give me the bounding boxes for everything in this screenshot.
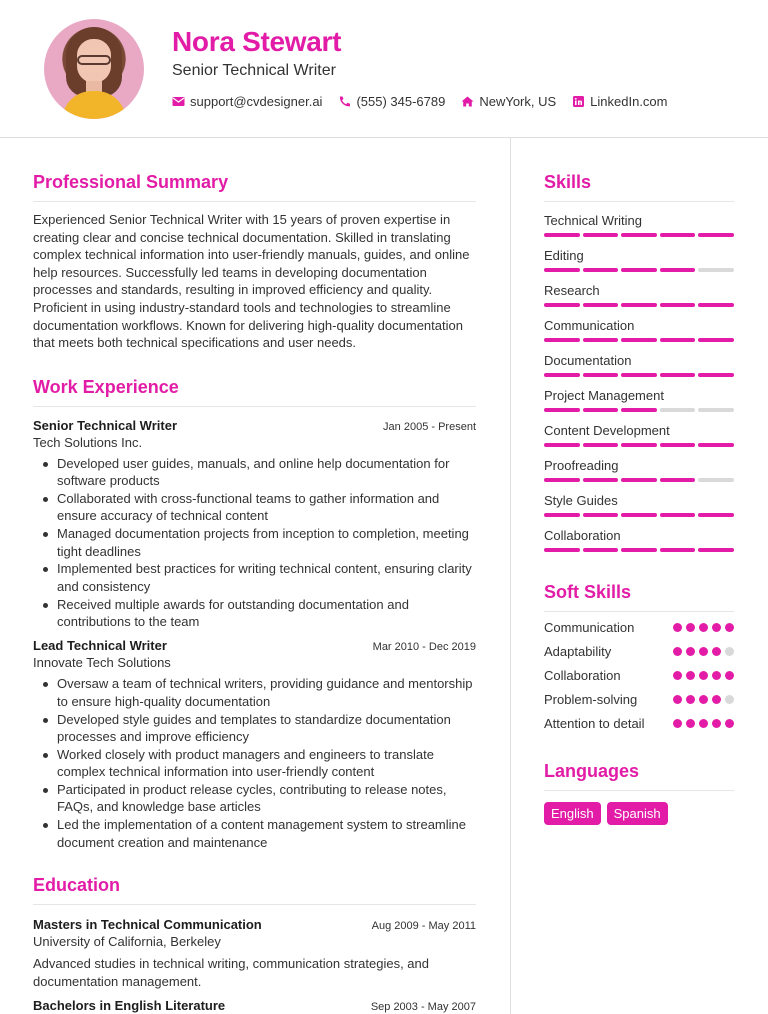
education-dates: Sep 2003 - May 2007 [370, 1001, 476, 1014]
summary-text: Experienced Senior Technical Writer with 15 years of proven expertise in creating clear and concise technical documentation. Skilled in translating complex technical information into user-friendly manuals, guides, and online help resources. Successfully led teams in developing documentation processes and standards, resulting in improved efficiency and quality. Proficient in using industry-standard tools and technologies to streamline documentation workflows. Known for delivering high-quality documentation that meets both technical specifications and user needs. [33, 212, 470, 351]
rating-dot [673, 647, 682, 656]
column-divider [510, 138, 511, 1014]
rating-dot [699, 671, 708, 680]
bullet-item: Received multiple awards for outstanding documentation and contributions to the team [33, 596, 476, 631]
bullet-item: Oversaw a team of technical writers, providing guidance and mentorship to ensure high-quality documentation [33, 675, 476, 710]
skill-item [544, 318, 734, 342]
skill-level-segment [583, 513, 619, 517]
rating-dot [686, 719, 695, 728]
skill-name: Documentation [544, 353, 632, 368]
rating-dot [725, 719, 734, 728]
skill-level-segment [621, 338, 657, 342]
skill-level-segment [698, 233, 734, 237]
skill-level-segment [621, 268, 657, 272]
skill-level-segment [544, 338, 580, 342]
main-column [33, 172, 476, 1013]
skill-name: Editing [544, 248, 584, 263]
skill-level-bar [544, 233, 734, 237]
job-dates: Mar 2010 - Dec 2019 [372, 641, 476, 654]
rating-dot [725, 647, 734, 656]
skill-level-segment [621, 548, 657, 552]
language-badge: English [544, 802, 601, 825]
skill-level-segment [660, 478, 696, 482]
skill-level-segment [660, 268, 696, 272]
degree: Bachelors in English Literature [33, 998, 226, 1014]
education-item [33, 917, 476, 990]
contact-list [172, 94, 684, 109]
skill-level-segment [544, 373, 580, 377]
bullet-item: Developed style guides and templates to standardize documentation processes and improve efficiency [33, 711, 476, 746]
skill-level-bar [544, 513, 734, 517]
soft-skills-heading: Soft Skills [544, 582, 734, 612]
skill-level-segment [621, 443, 657, 447]
phone-icon [338, 96, 351, 107]
languages-section [544, 761, 734, 825]
skill-level-segment [583, 303, 619, 307]
resume-header [0, 0, 768, 138]
phone-text: (555) 345-6789 [356, 94, 446, 109]
bullet-item: Implemented best practices for writing technical content, ensuring clarity and consistency [33, 560, 476, 595]
skill-level-bar [544, 478, 734, 482]
skill-list [544, 213, 734, 552]
skill-level-segment [544, 443, 580, 447]
rating-dot [725, 695, 734, 704]
job-bullets [33, 675, 476, 851]
education-heading: Education [33, 875, 476, 905]
job-company: Tech Solutions Inc. [33, 434, 143, 450]
skill-name: Style Guides [544, 493, 618, 508]
candidate-title: Senior Technical Writer [172, 62, 336, 79]
skill-name: Content Development [544, 423, 670, 438]
education-description: Advanced studies in technical writing, communication strategies, and documentation management. [33, 956, 429, 989]
skill-item [544, 493, 734, 517]
home-icon [461, 96, 474, 107]
experience-section [33, 377, 476, 851]
education-dates: Aug 2009 - May 2011 [371, 920, 476, 932]
job-list [33, 418, 476, 851]
email-text: support@cvdesigner.ai [190, 94, 323, 109]
skill-item [544, 353, 734, 377]
soft-skill-item [544, 691, 734, 708]
skill-level-bar [544, 548, 734, 552]
skill-level-bar [544, 373, 734, 377]
soft-skill-item [544, 667, 734, 684]
degree: Masters in Technical Communication [33, 917, 262, 932]
soft-skill-name: Adaptability [544, 644, 612, 659]
rating-dot [712, 671, 721, 680]
skill-level-segment [583, 478, 619, 482]
skill-item [544, 283, 734, 307]
rating-dot [686, 671, 695, 680]
skill-level-segment [583, 373, 619, 377]
rating-dot [712, 719, 721, 728]
skill-level-bar [544, 338, 734, 342]
rating-dot [699, 623, 708, 632]
job-role: Lead Technical Writer [33, 638, 167, 654]
skill-level-segment [660, 548, 696, 552]
job-header [33, 418, 476, 433]
skill-level-segment [660, 338, 696, 342]
side-column [544, 172, 734, 825]
skill-level-segment [544, 513, 580, 517]
bullet-item: Led the implementation of a content management system to streamline document creation and maintenance [33, 816, 476, 851]
bullet-item: Developed user guides, manuals, and online help documentation for software products [33, 455, 476, 490]
soft-skill-name: Attention to detail [544, 716, 645, 731]
soft-skills-section [544, 582, 734, 732]
skill-level-segment [583, 548, 619, 552]
bullet-item: Collaborated with cross-functional teams to gather information and ensure accuracy of technical content [33, 490, 476, 525]
job-role: Senior Technical Writer [33, 417, 178, 433]
bullet-item: Managed documentation projects from inception to completion, meeting tight deadlines [33, 525, 476, 560]
envelope-icon [172, 96, 185, 107]
soft-skill-name: Problem-solving [544, 692, 638, 707]
rating-dot [673, 719, 682, 728]
bullet-item: Worked closely with product managers and engineers to translate complex technical information into user-friendly content [33, 746, 476, 781]
rating-dot [699, 647, 708, 656]
rating-dot [712, 647, 721, 656]
profile-photo [44, 19, 144, 119]
skill-level-bar [544, 303, 734, 307]
job-company: Innovate Tech Solutions [33, 655, 171, 671]
skill-name: Research [544, 283, 600, 298]
soft-skill-item [544, 715, 734, 732]
rating-dot [686, 623, 695, 632]
skill-level-segment [698, 478, 734, 482]
skill-level-segment [544, 303, 580, 307]
soft-skill-name: Collaboration [544, 668, 621, 683]
rating-dot [699, 719, 708, 728]
skills-heading: Skills [544, 172, 734, 202]
skill-level-segment [544, 548, 580, 552]
skill-level-segment [698, 513, 734, 517]
contact-location [461, 94, 556, 109]
skill-level-segment [583, 408, 619, 412]
contact-email[interactable] [172, 94, 322, 109]
skill-item [544, 458, 734, 482]
skill-level-bar [544, 268, 734, 272]
skill-level-segment [621, 233, 657, 237]
education-section [33, 875, 476, 1013]
rating-dot [725, 671, 734, 680]
skill-level-bar [544, 408, 734, 412]
soft-skill-rating [673, 647, 734, 656]
rating-dot [725, 623, 734, 632]
rating-dot [712, 695, 721, 704]
skill-level-segment [660, 443, 696, 447]
skill-item [544, 423, 734, 447]
job-dates: Jan 2005 - Present [383, 420, 476, 433]
skill-level-segment [660, 303, 696, 307]
skill-level-segment [698, 303, 734, 307]
education-item [33, 998, 476, 1013]
skill-level-segment [660, 513, 696, 517]
experience-heading: Work Experience [33, 377, 476, 407]
rating-dot [712, 623, 721, 632]
skill-level-segment [621, 303, 657, 307]
skill-level-segment [698, 373, 734, 377]
skill-name: Communication [544, 318, 635, 333]
contact-phone[interactable] [338, 94, 445, 109]
skill-level-segment [544, 408, 580, 412]
rating-dot [699, 695, 708, 704]
location-text: NewYork, US [479, 94, 557, 109]
skill-level-segment [621, 373, 657, 377]
skill-level-segment [621, 478, 657, 482]
job-bullets [33, 455, 476, 631]
job-entry [33, 418, 476, 631]
candidate-name: Nora Stewart [172, 26, 342, 57]
skill-name: Project Management [544, 388, 664, 403]
skill-level-segment [660, 373, 696, 377]
job-entry [33, 638, 476, 851]
skill-level-bar [544, 443, 734, 447]
soft-skill-list [544, 619, 734, 732]
soft-skill-rating [673, 671, 734, 680]
skill-level-segment [621, 513, 657, 517]
rating-dot [673, 695, 682, 704]
skill-level-segment [544, 478, 580, 482]
soft-skill-item [544, 643, 734, 660]
rating-dot [673, 671, 682, 680]
skill-item [544, 528, 734, 552]
skill-level-segment [583, 233, 619, 237]
skill-level-segment [544, 233, 580, 237]
skill-level-segment [583, 268, 619, 272]
linkedin-text: LinkedIn.com [590, 94, 668, 109]
skill-item [544, 388, 734, 412]
skill-level-segment [660, 408, 696, 412]
skill-level-segment [621, 408, 657, 412]
soft-skill-name: Communication [544, 620, 635, 635]
summary-section [33, 172, 476, 352]
skill-level-segment [698, 338, 734, 342]
skill-item [544, 248, 734, 272]
language-list [544, 802, 734, 825]
language-badge: Spanish [607, 802, 668, 825]
soft-skill-rating [673, 719, 734, 728]
skill-item [544, 213, 734, 237]
skill-level-segment [583, 443, 619, 447]
contact-linkedin[interactable] [572, 94, 667, 109]
skill-name: Collaboration [544, 528, 621, 543]
job-header [33, 638, 476, 653]
skill-level-segment [660, 233, 696, 237]
rating-dot [686, 695, 695, 704]
skill-level-segment [698, 268, 734, 272]
skill-level-segment [698, 408, 734, 412]
skill-level-segment [698, 548, 734, 552]
rating-dot [673, 623, 682, 632]
skill-level-segment [583, 338, 619, 342]
summary-heading: Professional Summary [33, 172, 476, 202]
soft-skill-rating [673, 623, 734, 632]
bullet-item: Participated in product release cycles, contributing to release notes, FAQs, and knowledge base articles [33, 781, 476, 816]
rating-dot [686, 647, 695, 656]
languages-heading: Languages [544, 761, 734, 791]
soft-skill-item [544, 619, 734, 636]
skill-level-segment [698, 443, 734, 447]
soft-skill-rating [673, 695, 734, 704]
linkedin-icon [572, 96, 585, 107]
skill-name: Proofreading [544, 458, 619, 473]
skills-section [544, 172, 734, 552]
skill-level-segment [544, 268, 580, 272]
skill-name: Technical Writing [544, 213, 643, 228]
school: University of California, Berkeley [33, 934, 221, 949]
